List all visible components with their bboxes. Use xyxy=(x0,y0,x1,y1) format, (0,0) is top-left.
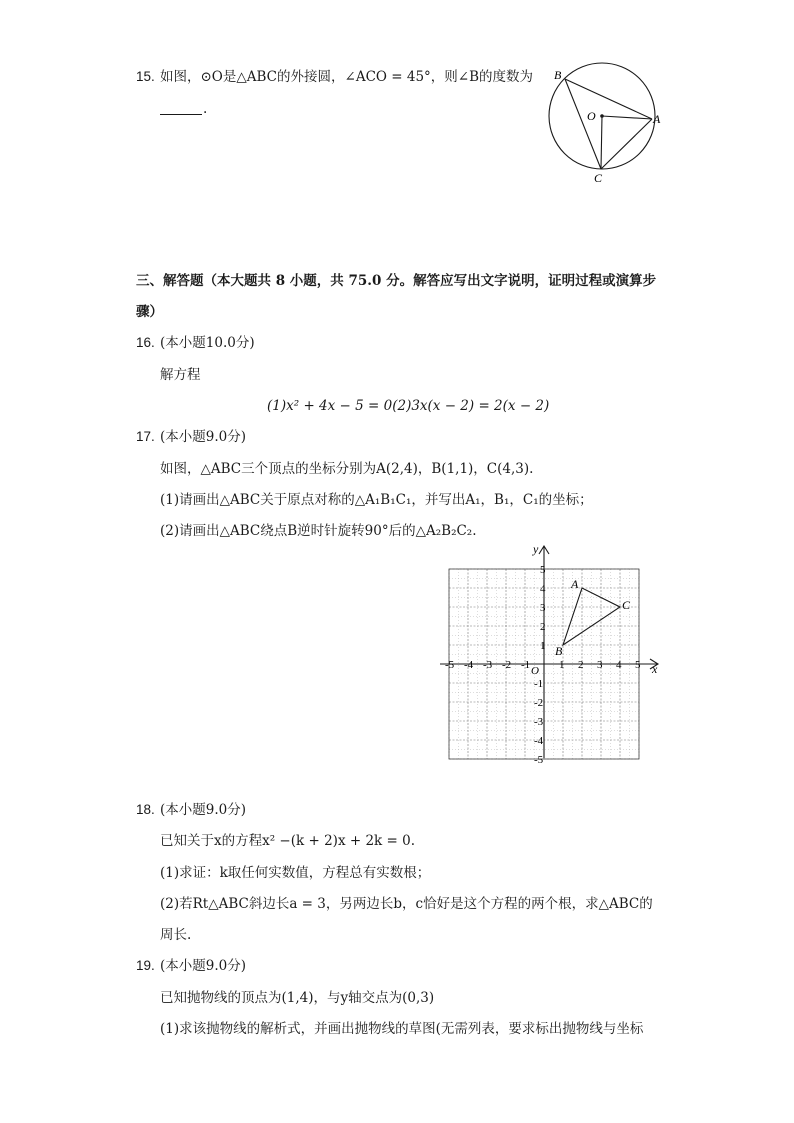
center-dot xyxy=(600,114,604,118)
axes xyxy=(440,542,658,758)
question-18-line-2: (1)求证：k取任何实数值，方程总有实数根； xyxy=(160,865,431,881)
y-tick-label: 2 xyxy=(540,621,546,633)
question-17-line-3: (2)请画出△ABC绕点B逆时针旋转90°后的△A₂B₂C₂. xyxy=(160,523,477,539)
section-3-heading: 三、解答题（本大题共 8 小题，共 75.0 分。解答应写出文字说明，证明过程或演算步 xyxy=(136,273,657,289)
y-tick-label: 5 xyxy=(540,564,546,576)
y-tick-label: 1 xyxy=(540,640,546,652)
question-19-number: 19. xyxy=(136,958,155,973)
y-axis-label: y xyxy=(533,542,539,556)
label-b: B xyxy=(554,68,562,82)
question-17-line-1: 如图，△ABC三个顶点的坐标分别为A(2,4)，B(1,1)，C(4,3). xyxy=(160,461,534,477)
y-tick-label: 3 xyxy=(540,602,546,614)
blank-period: . xyxy=(203,101,208,117)
label-a: A xyxy=(653,112,661,126)
vertex-label-c: C xyxy=(622,598,631,612)
label-c: C xyxy=(594,171,603,185)
x-tick-label: -4 xyxy=(464,659,474,671)
triangle-abc xyxy=(555,577,631,658)
x-tick-label: -1 xyxy=(521,659,531,671)
question-19-line-2: (1)求该抛物线的解析式，并画出抛物线的草图(无需列表，要求标出抛物线与坐标 xyxy=(160,1021,644,1037)
segment-oa xyxy=(602,116,652,119)
label-o: O xyxy=(587,109,596,123)
x-axis-label: x xyxy=(652,662,658,676)
y-tick-label: -4 xyxy=(534,735,544,747)
y-tick-label: -2 xyxy=(534,697,544,709)
question-18-score: (本小题9.0分) xyxy=(160,802,247,818)
x-tick-label: 5 xyxy=(635,659,641,671)
y-tick-label: -3 xyxy=(534,716,544,728)
x-tick-label: 2 xyxy=(578,659,584,671)
question-19-line-1: 已知抛物线的顶点为(1,4)，与y轴交点为(0,3) xyxy=(160,990,435,1006)
question-18-number: 18. xyxy=(136,802,155,817)
question-18-line-3: (2)若Rt△ABC斜边长a = 3，另两边长b，c恰好是这个方程的两个根，求△ABC的 xyxy=(160,896,653,912)
section-3-heading-cont: 骤） xyxy=(136,304,163,320)
y-tick-label: -1 xyxy=(534,678,544,690)
question-15-text: 如图，⊙O是△ABC的外接圆，∠ACO = 45°，则∠B的度数为 xyxy=(160,69,534,85)
tick-labels xyxy=(445,564,641,766)
answer-blank xyxy=(160,98,202,115)
question-16-number: 16. xyxy=(136,335,155,350)
question-19-score: (本小题9.0分) xyxy=(160,958,247,974)
segment-oc xyxy=(601,116,602,169)
question-17-score: (本小题9.0分) xyxy=(160,429,247,445)
question-16-score: (本小题10.0分) xyxy=(160,335,255,351)
x-tick-label: 4 xyxy=(616,659,622,671)
question-17-number: 17. xyxy=(136,429,155,444)
question-18-line-1: 已知关于x的方程x² −(k + 2)x + 2k = 0. xyxy=(160,833,415,849)
vertex-label-b: B xyxy=(555,644,563,658)
circumcircle-figure xyxy=(540,60,670,190)
y-tick-label: -5 xyxy=(534,754,544,766)
y-tick-label: 4 xyxy=(540,583,546,595)
question-16-equation: (1)x² + 4x − 5 = 0(2)3x(x − 2) = 2(x − 2) xyxy=(267,398,550,414)
vertex-label-a: A xyxy=(571,577,579,591)
question-15-number: 15. xyxy=(136,69,155,84)
x-tick-label: -3 xyxy=(483,659,493,671)
x-tick-label: -5 xyxy=(445,659,455,671)
x-tick-label: -2 xyxy=(502,659,512,671)
question-18-line-4: 周长. xyxy=(160,927,192,943)
question-17-line-2: (1)请画出△ABC关于原点对称的△A₁B₁C₁，并写出A₁，B₁，C₁的坐标； xyxy=(160,492,593,508)
origin-label: O xyxy=(531,665,539,677)
question-16-text: 解方程 xyxy=(160,367,201,383)
x-tick-label: 1 xyxy=(559,659,565,671)
x-tick-label: 3 xyxy=(597,659,603,671)
coordinate-grid xyxy=(436,540,666,768)
segment-ac xyxy=(601,119,652,169)
